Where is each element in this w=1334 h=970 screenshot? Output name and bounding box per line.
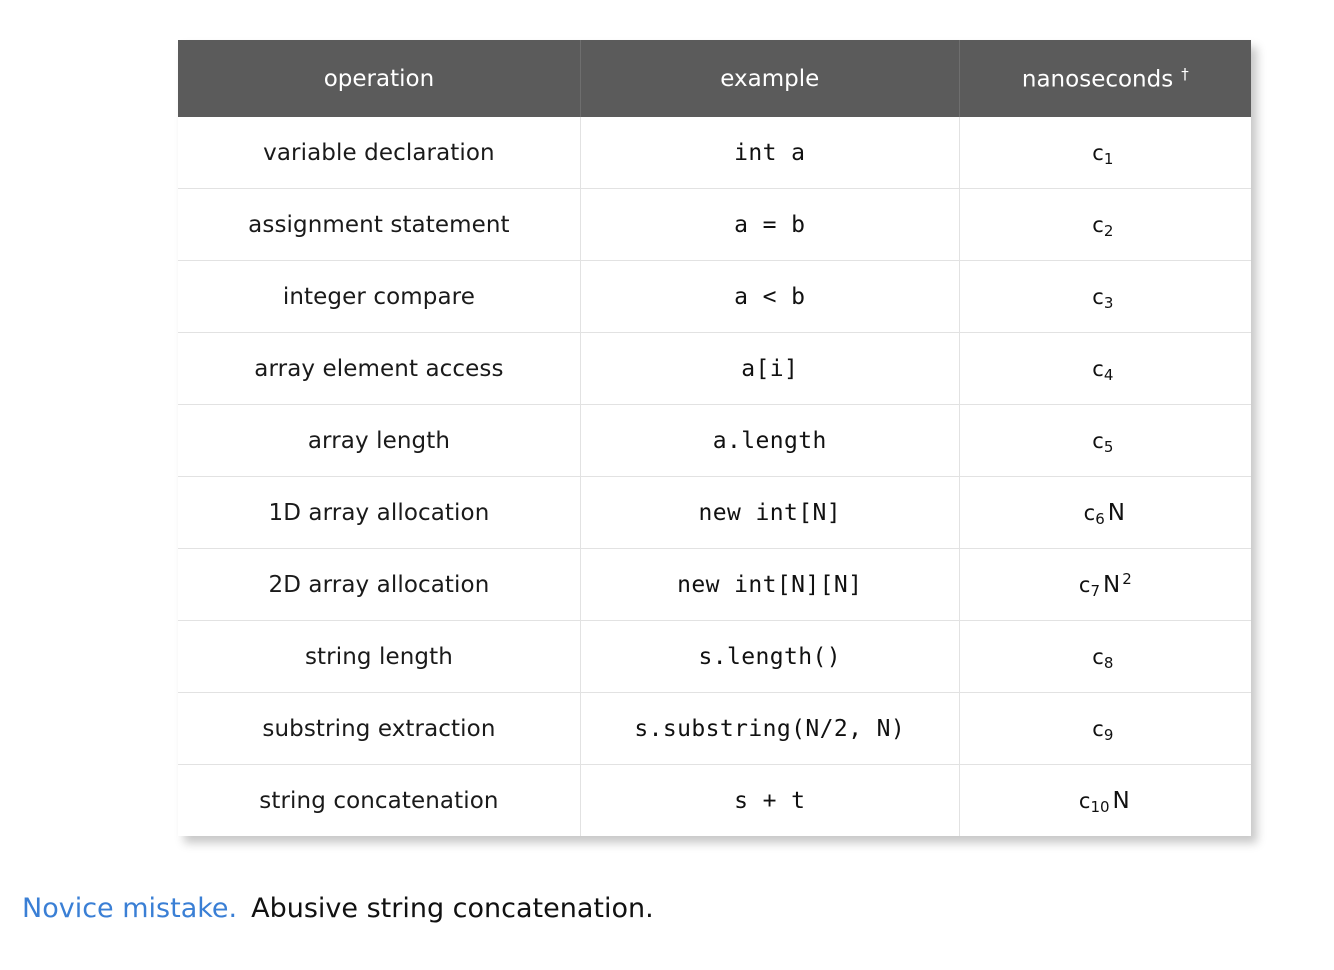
cell-operation bbox=[178, 117, 580, 189]
footnote bbox=[22, 893, 1302, 924]
cost-subscript: 3 bbox=[1103, 293, 1114, 312]
cost-base: c bbox=[1092, 716, 1104, 741]
cell-example bbox=[580, 333, 959, 405]
cost-subscript: 8 bbox=[1103, 653, 1114, 672]
cost-expression bbox=[1092, 428, 1118, 456]
cell-operation bbox=[178, 405, 580, 477]
operation-label: 1D array allocation bbox=[268, 499, 490, 526]
cost-subscript: 4 bbox=[1103, 365, 1114, 384]
operation-label: assignment statement bbox=[248, 211, 510, 238]
cell-example bbox=[580, 261, 959, 333]
cell-operation bbox=[178, 333, 580, 405]
cost-base: c bbox=[1092, 644, 1104, 669]
cost-base: c bbox=[1092, 140, 1104, 165]
cost-subscript: 5 bbox=[1103, 437, 1114, 456]
table-row bbox=[178, 477, 1251, 549]
cost-subscript: 1 bbox=[1103, 149, 1114, 168]
column-header-nanoseconds-label: nanoseconds bbox=[1021, 66, 1174, 93]
footnote-body: Abusive string concatenation. bbox=[251, 893, 654, 924]
column-header-operation bbox=[178, 40, 580, 117]
example-code: int a bbox=[734, 139, 806, 166]
cell-example bbox=[580, 693, 959, 765]
cost-subscript: 7 bbox=[1090, 581, 1100, 600]
operation-label: integer compare bbox=[282, 283, 475, 310]
cost-expression bbox=[1092, 644, 1118, 672]
operation-label: array element access bbox=[254, 355, 504, 382]
cell-operation bbox=[178, 477, 580, 549]
cell-cost bbox=[959, 189, 1251, 261]
table-header bbox=[178, 40, 1251, 117]
cost-base: c bbox=[1083, 500, 1096, 525]
cost-table-container bbox=[178, 40, 1251, 836]
table-row bbox=[178, 261, 1251, 333]
cell-example bbox=[580, 117, 959, 189]
column-header-example bbox=[580, 40, 959, 117]
table-body bbox=[178, 117, 1251, 836]
table-row bbox=[178, 693, 1251, 765]
cell-operation bbox=[178, 765, 580, 837]
example-code: s.length() bbox=[698, 643, 841, 670]
example-code: s.substring(N/2, N) bbox=[634, 715, 906, 742]
cell-cost bbox=[959, 693, 1251, 765]
footnote-label: Novice mistake. bbox=[22, 893, 238, 924]
cell-cost bbox=[959, 477, 1251, 549]
cost-expression bbox=[1078, 569, 1132, 600]
table-row bbox=[178, 405, 1251, 477]
cell-example bbox=[580, 477, 959, 549]
table-row bbox=[178, 333, 1251, 405]
table-row bbox=[178, 765, 1251, 837]
cost-expression bbox=[1078, 787, 1132, 816]
example-code: new int[N] bbox=[698, 499, 841, 526]
cost-expression bbox=[1092, 212, 1118, 240]
cell-cost bbox=[959, 117, 1251, 189]
operation-label: array length bbox=[307, 427, 450, 454]
cost-expression bbox=[1092, 356, 1118, 384]
example-code: a < b bbox=[734, 283, 806, 310]
example-code: a = b bbox=[734, 211, 806, 238]
operation-label: string concatenation bbox=[259, 787, 499, 814]
operation-label: substring extraction bbox=[262, 715, 496, 742]
cell-operation bbox=[178, 261, 580, 333]
cost-base: c bbox=[1078, 572, 1091, 597]
table-row bbox=[178, 189, 1251, 261]
cost-base: c bbox=[1092, 284, 1104, 309]
cost-subscript: 2 bbox=[1103, 221, 1114, 240]
cost-subscript: 10 bbox=[1090, 797, 1110, 816]
table-row bbox=[178, 621, 1251, 693]
cell-example bbox=[580, 549, 959, 621]
cost-base: c bbox=[1078, 788, 1091, 813]
cell-operation bbox=[178, 621, 580, 693]
cost-base: c bbox=[1092, 212, 1104, 237]
cell-cost bbox=[959, 765, 1251, 837]
table-row bbox=[178, 117, 1251, 189]
cost-superscript: 2 bbox=[1122, 569, 1132, 588]
cost-table bbox=[178, 40, 1251, 836]
cost-expression bbox=[1092, 284, 1118, 312]
example-code: new int[N][N] bbox=[677, 571, 863, 598]
cell-example bbox=[580, 189, 959, 261]
column-header-operation-label: operation bbox=[323, 65, 435, 92]
cell-cost bbox=[959, 621, 1251, 693]
cell-cost bbox=[959, 333, 1251, 405]
cost-base: c bbox=[1092, 428, 1104, 453]
cell-operation bbox=[178, 189, 580, 261]
table-row bbox=[178, 549, 1251, 621]
table-header-row bbox=[178, 40, 1251, 117]
column-header-nanoseconds bbox=[959, 40, 1251, 117]
cell-cost bbox=[959, 405, 1251, 477]
example-code: s + t bbox=[734, 787, 806, 814]
cost-factor: N bbox=[1102, 571, 1121, 598]
cost-factor: N bbox=[1112, 787, 1130, 814]
cell-operation bbox=[178, 549, 580, 621]
cell-example bbox=[580, 621, 959, 693]
cell-example bbox=[580, 765, 959, 837]
cost-base: c bbox=[1092, 356, 1104, 381]
example-code: a[i] bbox=[741, 355, 799, 382]
cost-expression bbox=[1083, 499, 1127, 528]
column-header-example-label: example bbox=[720, 65, 820, 92]
dagger-symbol: † bbox=[1181, 64, 1189, 83]
operation-label: 2D array allocation bbox=[268, 571, 490, 598]
cost-expression bbox=[1092, 716, 1118, 744]
cell-cost bbox=[959, 261, 1251, 333]
cost-subscript: 9 bbox=[1103, 725, 1114, 744]
cost-expression bbox=[1092, 140, 1118, 168]
example-code: a.length bbox=[712, 427, 827, 454]
operation-label: string length bbox=[304, 643, 453, 670]
cell-operation bbox=[178, 693, 580, 765]
cost-subscript: 6 bbox=[1095, 509, 1105, 528]
operation-label: variable declaration bbox=[263, 139, 495, 166]
cost-factor: N bbox=[1107, 499, 1125, 526]
cell-example bbox=[580, 405, 959, 477]
cell-cost bbox=[959, 549, 1251, 621]
